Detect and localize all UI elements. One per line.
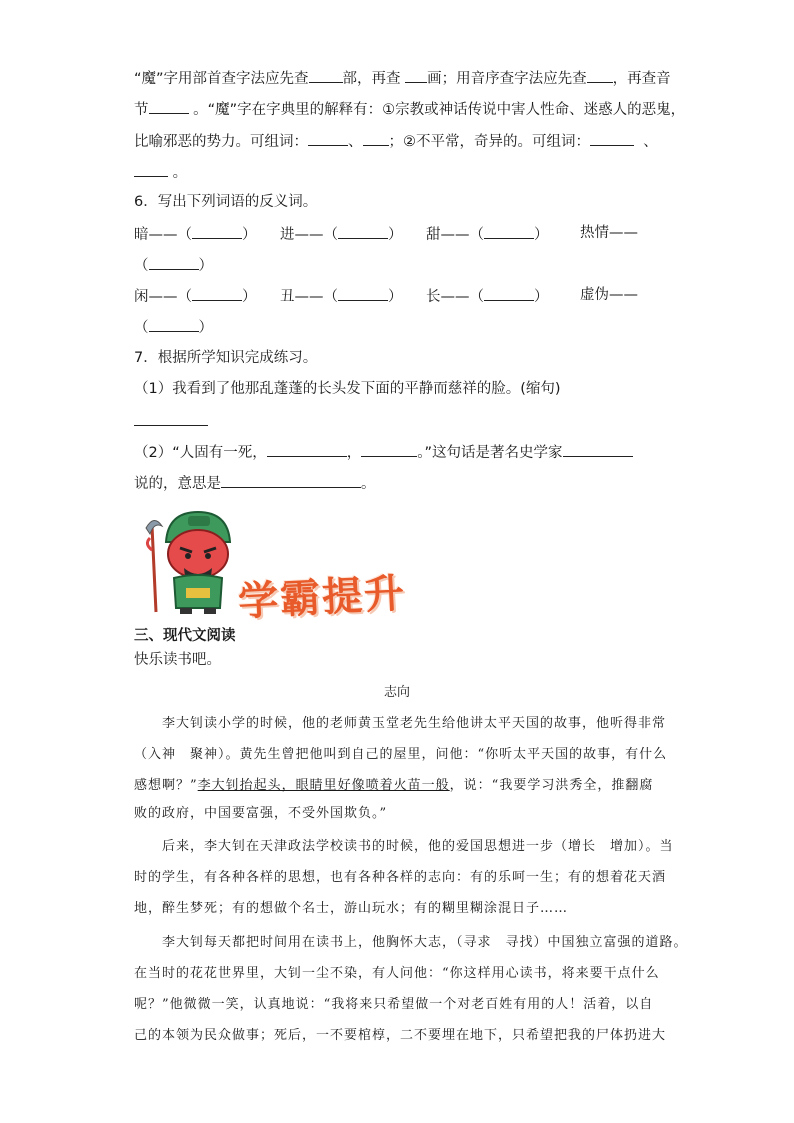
antonym-prompt: 虚伪—— [580,287,638,303]
answer-blank[interactable] [149,316,199,332]
q7-sentence-1: （1）我看到了他那乱蓬蓬的长头发下面的平静而慈祥的脸。(缩句) [134,381,561,397]
q5-text: 部，再查 [342,71,401,87]
antonym-prompt: 闲——（ [134,289,192,305]
q5-line-4 [134,161,187,183]
article-title: 志向 [383,685,410,700]
antonym-prompt: 长——（ [426,289,484,305]
answer-blank[interactable] [309,67,343,83]
article-line: 后来，李大钊在天津政法学校读书的时候，他的爱国思想进一步（增长 增加）。当 [162,839,674,854]
answer-blank[interactable] [563,441,633,457]
answer-blank[interactable] [590,130,634,146]
answer-blank[interactable] [267,441,347,457]
antonym-prompt: 暗——（ [134,227,192,243]
q5-text: ；②不平常，奇异的。可组词： [388,134,590,150]
article-line: 在当时的花花世界里，大钊一尘不染，有人问他：“你这样用心读书，将来要干点什么 [134,966,660,981]
bracket: （ [134,258,149,274]
bracket: ） [534,289,549,305]
q7-text: 。 [361,476,376,492]
article-line [134,776,653,796]
answer-blank[interactable] [484,223,534,239]
q7-sentence-3 [134,472,376,494]
q7-text: ， [346,445,362,461]
q7-heading: 7．根据所学知识完成练习。 [134,350,318,366]
q6-heading: 6．写出下列词语的反义词。 [134,194,318,210]
article-line: 败的政府，中国要富强，不受外国欺负。” [134,806,388,821]
q5-line-1 [134,67,671,89]
q5-text: “魔”字用部首查字法应先查 [134,71,309,87]
antonym-prompt: 进——（ [280,227,338,243]
q5-text: 比喻邪恶的势力。可组词： [134,134,308,150]
q6-row-1-wrap [134,254,213,276]
q5-text: ，再查音 [612,71,671,87]
article-line: 己的本领为民众做事；死后，一不要棺椁，二不要埋在地下，只希望把我的尸体扔进大 [134,1028,667,1043]
q7-text: 说的，意思是 [134,476,221,492]
q7-answer-line [134,410,208,432]
answer-blank[interactable] [361,441,417,457]
article-line: 时的学生，有各种各样的思想，也有各种各样的志向：有的乐呵一生；有的想着花天酒 [134,870,667,885]
answer-blank[interactable] [221,472,361,488]
answer-blank[interactable] [363,130,389,146]
answer-blank[interactable] [134,410,208,426]
antonym-prompt: 甜——（ [426,227,484,243]
answer-blank[interactable] [308,130,348,146]
bracket: ） [242,227,257,243]
answer-blank[interactable] [484,285,534,301]
q5-text: 。“魔”字在字典里的解释有：①宗教或神话传说中害人性命、迷惑人的恶鬼， [193,102,686,118]
xueba-banner [140,508,430,626]
article-line: （入神 聚神）。黄先生曾把他叫到自己的屋里，问他：“你听太平天国的故事，有什么 [134,747,668,762]
article-line: 李大钊读小学的时候，他的老师黄玉堂老先生给他讲太平天国的故事，他听得非常 [162,716,667,731]
answer-blank[interactable] [587,67,613,83]
bracket: ） [198,258,213,274]
q5-text: 、 [348,134,363,150]
article-text: ，说：“我要学习洪秀全，推翻腐 [449,778,654,793]
section-heading: 三、现代文阅读 [134,628,236,644]
q7-text: （2）“人固有一死， [134,445,267,461]
answer-blank[interactable] [192,223,242,239]
q5-text: 节 [134,102,149,118]
answer-blank[interactable] [134,161,168,177]
bracket: ） [388,227,403,243]
underlined-sentence: 李大钊抬起头，眼睛里好像喷着火苗一般 [197,778,450,793]
q5-line-3 [134,130,658,152]
q6-row-2-wrap [134,316,213,338]
answer-blank[interactable] [149,98,189,114]
q5-line-2 [134,98,685,120]
bracket: （ [134,320,149,336]
answer-blank[interactable] [149,254,199,270]
q5-text: 画；用音序查字法应先查 [427,71,587,87]
bracket: ） [242,289,257,305]
answer-blank[interactable] [192,285,242,301]
antonym-prompt: 丑——（ [280,289,338,305]
antonym-prompt: 热情—— [580,225,638,241]
q7-text: 。”这句话是著名史学家 [417,445,563,461]
article-text: 感想啊？” [134,778,198,793]
q5-text: 。 [172,165,188,181]
banner-text: 学霸提升 [237,570,408,626]
article-line: 呢？”他微微一笑，认真地说：“我将来只希望做一个对老百姓有用的人！活着，以自 [134,997,654,1012]
answer-blank[interactable] [338,285,388,301]
answer-blank[interactable] [338,223,388,239]
article-line: 地，醉生梦死；有的想做个名士，游山玩水；有的糊里糊涂混日子…… [134,901,569,916]
bracket: ） [388,289,403,305]
bracket: ） [534,227,549,243]
article-line: 李大钊每天都把时间用在读书上，他胸怀大志，（寻求 寻找）中国独立富强的道路。 [162,935,688,950]
bracket: ） [198,320,213,336]
answer-blank[interactable] [405,67,427,83]
q7-sentence-2 [134,441,633,463]
q5-text: 、 [643,134,658,150]
section-intro: 快乐读书吧。 [134,652,221,668]
